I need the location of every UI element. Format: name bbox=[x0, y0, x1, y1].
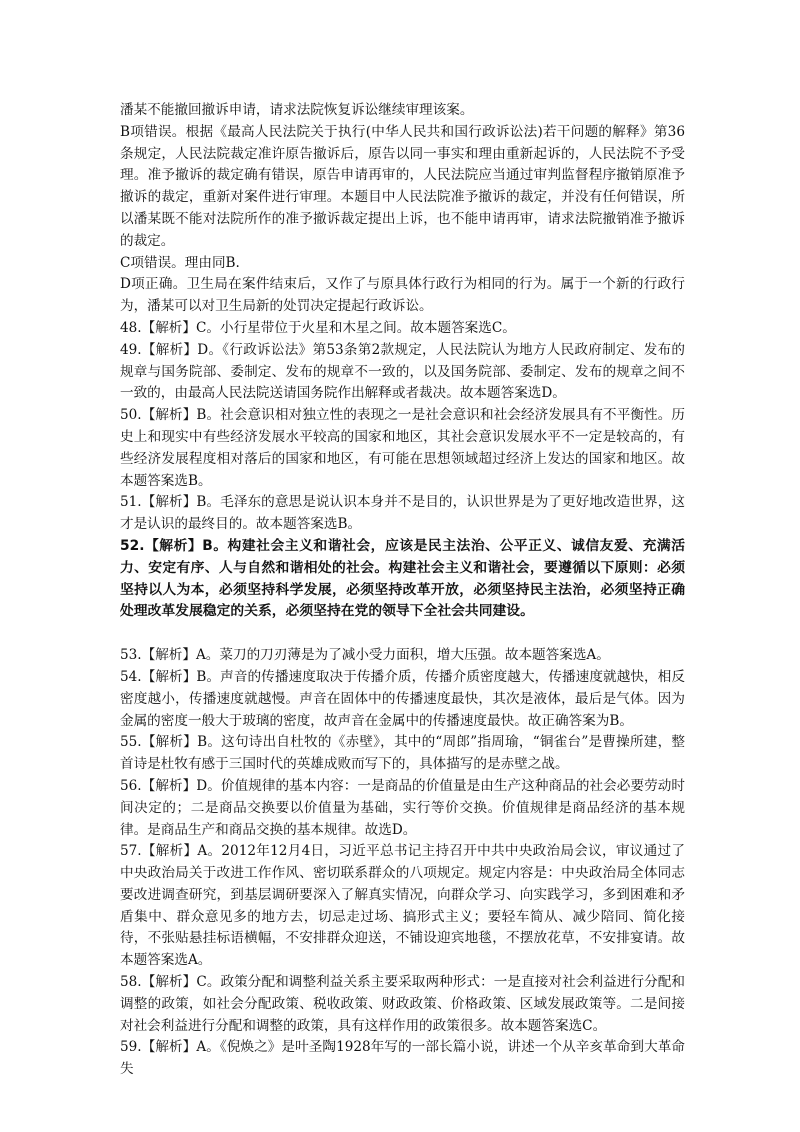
answer-56: 56.【解析】D。价值规律的基本内容：一是商品的价值量是由生产这种商品的社会必要劳动时间决定的；二是商品交换要以价值量为基础，实行等价交换。价值规律是商品经济的基本规律。是商品生产和商品交换的基本规律。故选D。 bbox=[120, 777, 685, 838]
answer-54: 54.【解析】B。声音的传播速度取决于传播介质，传播介质密度越大，传播速度就越快，相反密度越小，传播速度就越慢。声音在固体中的传播速度最快，其次是液体，最后是气体。因为金属的密度一般大于玻璃的密度，故声音在金属中的传播速度最快。故正确答案为B。 bbox=[120, 668, 685, 729]
answer-51: 51.【解析】B。毛泽东的意思是说认识本身并不是目的，认识世界是为了更好地改造世界，这才是认识的最终目的。故本题答案选B。 bbox=[120, 494, 685, 533]
answer-57: 57.【解析】A。2012年12月4日，习近平总书记主持召开中共中央政治局会议，审议通过了中央政治局关于改进工作作风、密切联系群众的八项规定。规定内容是：中央政治局全体同志要改进调查研究，到基层调研要深入了解真实情况，向群众学习、向实践学习，多到困难和矛盾集中、群众意见多的地方去，切忌走过场、搞形式主义；要轻车简从、减少陪同、简化接待，不张贴悬挂标语横幅，不安排群众迎送，不铺设迎宾地毯，不摆放花草，不安排宴请。故本题答案选A。 bbox=[120, 843, 685, 969]
answer-59: 59.【解析】A。《倪焕之》是叶圣陶1928年写的一部长篇小说，讲述一个从辛亥革命到大革命失 bbox=[120, 1039, 685, 1078]
answer-49: 49.【解析】D。《行政诉讼法》第53条第2款规定，人民法院认为地方人民政府制定、发布的规章与国务院部、委制定、发布的规章不一致的，以及国务院部、委制定、发布的规章之间不一致的，由最高人民法院送请国务院作出解释或者裁决。故本题答案选D。 bbox=[120, 341, 685, 402]
answer-53: 53.【解析】A。菜刀的刀刃薄是为了减小受力面积，增大压强。故本题答案选A。 bbox=[120, 647, 610, 664]
paragraph-gap bbox=[120, 623, 685, 645]
paragraph-option-b: B项错误。根据《最高人民法院关于执行(中华人民共和国行政诉讼法)若干问题的解释》第36条规定，人民法院裁定准许原告撤诉后，原告以同一事实和理由重新起诉的，人民法院不予受理。准予撤诉的裁定确有错误，原告申请再审的，人民法院应当通过审判监督程序撤销原准予撤诉的裁定，重新对案件进行审理。本题目中人民法院准予撤诉的裁定，并没有任何错误，所以潘某既不能对法院所作的准予撤诉裁定提出上诉，也不能申请再审，请求法院撤销准予撤诉的裁定。 bbox=[120, 123, 685, 249]
answer-52: 52.【解析】B。构建社会主义和谐社会，应该是民主法治、公平正义、诚信友爱、充满活力、安定有序、人与自然和谐相处的社会。构建社会主义和谐社会，要遵循以下原则：必须坚持以人为本，必须坚持科学发展，必须坚持改革开放，必须坚持民主法治，必须坚持正确处理改革发展稳定的关系，必须坚持在党的领导下全社会共同建设。 bbox=[120, 537, 685, 620]
paragraph-option-d: D项正确。卫生局在案件结束后，又作了与原具体行政行为相同的行为。属于一个新的行政行为，潘某可以对卫生局新的处罚决定提起行政诉讼。 bbox=[120, 276, 685, 315]
page-content bbox=[120, 100, 685, 1081]
answer-55: 55.【解析】B。这句诗出自杜牧的《赤壁》，其中的“周郎”指周瑜，“铜雀台”是曹操所建，整首诗是杜牧有感于三国时代的英雄成败而写下的，具体描写的是赤壁之战。 bbox=[120, 734, 685, 773]
answer-58: 58.【解析】C。政策分配和调整利益关系主要采取两种形式：一是直接对社会利益进行分配和调整的政策，如社会分配政策、税收政策、财政政策、价格政策、区域发展政策等。二是间接对社会利益进行分配和调整的政策，具有这样作用的政策很多。故本题答案选C。 bbox=[120, 974, 685, 1034]
paragraph-option-c: C项错误。理由同B. bbox=[120, 254, 240, 271]
answer-50: 50.【解析】B。社会意识相对独立性的表现之一是社会意识和社会经济发展具有不平衡性。历史上和现实中有些经济发展水平较高的国家和地区，其社会意识发展水平不一定是较高的，有些经济发展程度相对落后的国家和地区，有可能在思想领域超过经济上发达的国家和地区。故本题答案选B。 bbox=[120, 407, 685, 489]
paragraph-continuation: 潘某不能撤回撤诉申请，请求法院恢复诉讼继续审理该案。 bbox=[120, 102, 474, 118]
answer-48: 48.【解析】C。小行星带位于火星和木星之间。故本题答案选C。 bbox=[120, 319, 516, 336]
